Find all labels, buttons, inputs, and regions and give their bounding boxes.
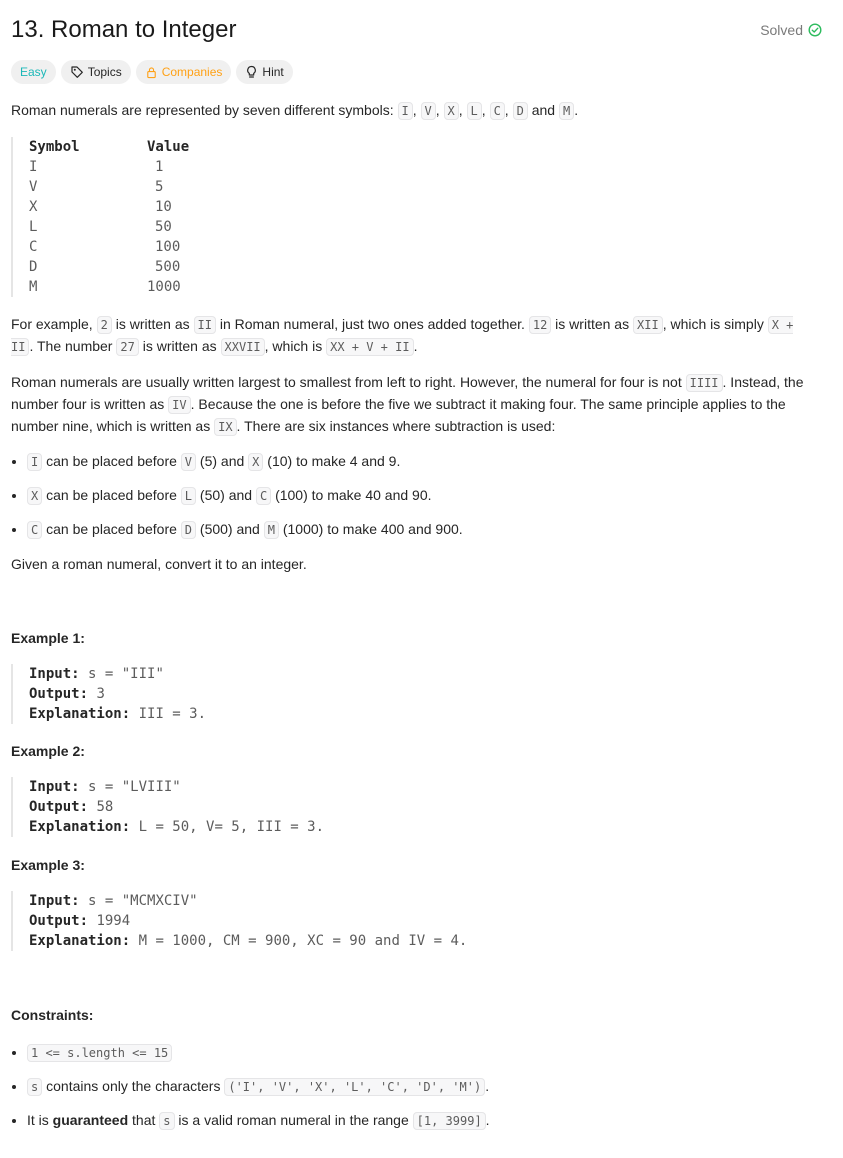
cell-value: 1 [155, 159, 164, 175]
cell-symbol: L [29, 219, 38, 235]
companies-tag-button[interactable] [136, 60, 232, 84]
task-statement [11, 554, 821, 575]
symbol-code: M [559, 102, 574, 120]
output-label: Output: [29, 686, 89, 702]
inline-code: XXVII [221, 338, 265, 356]
list-item [27, 1042, 821, 1064]
inline-code: 27 [116, 338, 138, 356]
solved-status [760, 22, 822, 38]
inline-code: XII [633, 316, 663, 334]
output-value: 58 [96, 799, 114, 815]
symbol-code: V [421, 102, 436, 120]
subtraction-paragraph [11, 372, 821, 438]
inline-code: 2 [97, 316, 112, 334]
hint-tag-button[interactable] [236, 60, 292, 84]
output-label: Output: [29, 913, 89, 929]
example-paragraph [11, 314, 821, 358]
list-item [27, 451, 821, 473]
inline-code: IIII [686, 374, 723, 392]
constraints-heading: Constraints: [11, 1007, 94, 1023]
solved-label: Solved [760, 22, 803, 38]
symbol-code: D [513, 102, 528, 120]
lock-icon [145, 66, 158, 79]
inline-code: ('I', 'V', 'X', 'L', 'C', 'D', 'M') [224, 1078, 485, 1096]
table-row [29, 277, 821, 297]
table-row [29, 237, 821, 257]
symbol-code: C [490, 102, 505, 120]
table-row [29, 217, 821, 237]
topics-label: Topics [87, 65, 122, 79]
cell-value: 10 [155, 199, 172, 215]
text: can be placed before [42, 453, 181, 469]
table-header [29, 137, 821, 157]
inline-code: II [194, 316, 216, 334]
inline-code: V [181, 453, 196, 471]
cell-symbol: V [29, 179, 38, 195]
example-1 [11, 628, 821, 724]
inline-code: X [248, 453, 263, 471]
example-heading: Example 3: [11, 857, 85, 873]
inline-code: s [27, 1078, 42, 1096]
hint-label: Hint [262, 65, 284, 79]
example-block [11, 891, 821, 951]
example-block [11, 664, 821, 724]
inline-code: 1 <= s.length <= 15 [27, 1044, 172, 1062]
cell-symbol: C [29, 239, 38, 255]
text: can be placed before [42, 487, 181, 503]
inline-code: C [27, 521, 42, 539]
list-item [27, 485, 821, 507]
output-value: 1994 [96, 913, 131, 929]
text: (10) to make 4 and 9. [263, 453, 401, 469]
intro-paragraph: Roman numerals are represented by seven different symbols: I , V , X , L , C , D and M . [11, 102, 579, 118]
list-item [27, 519, 821, 541]
explanation-label: Explanation: [29, 819, 131, 835]
inline-code: X [27, 487, 42, 505]
cell-value: 1000 [147, 279, 181, 295]
input-value: s = "LVIII" [88, 779, 181, 795]
tag-bar [11, 60, 293, 84]
symbol-code: I [398, 102, 413, 120]
header-symbol: Symbol [29, 139, 80, 155]
bold-text: guaranteed [52, 1112, 129, 1128]
text: can be placed before [42, 521, 181, 537]
table-row [29, 177, 821, 197]
lightbulb-icon [245, 65, 258, 79]
task-text: Given a roman numeral, convert it to an integer. [11, 556, 307, 572]
example-heading: Example 1: [11, 630, 85, 646]
text: . [485, 1112, 490, 1128]
example-block [11, 777, 821, 837]
cell-symbol: M [29, 279, 38, 295]
inline-code: D [181, 521, 196, 539]
cell-value: 5 [155, 179, 164, 195]
list-item [27, 1110, 821, 1132]
problem-title[interactable]: 13. Roman to Integer [11, 16, 237, 43]
text: (1000) to make 400 and 900. [278, 521, 463, 537]
text: (50) and [196, 487, 256, 503]
example-2 [11, 741, 821, 837]
table-row [29, 257, 821, 277]
output-value: 3 [96, 686, 105, 702]
text: is a valid roman numeral in the range [174, 1112, 413, 1128]
text: is written as [138, 338, 221, 354]
header-value: Value [147, 139, 190, 155]
inline-code: s [159, 1112, 174, 1130]
text: . [413, 338, 418, 354]
text: For example, [11, 316, 97, 332]
text: that [128, 1112, 160, 1128]
input-label: Input: [29, 893, 80, 909]
tag-icon [70, 65, 84, 79]
inline-code: 12 [529, 316, 551, 334]
text: It is [27, 1112, 53, 1128]
example-3 [11, 855, 821, 951]
text: . [485, 1078, 490, 1094]
text: , which is [264, 338, 327, 354]
text: (500) and [196, 521, 264, 537]
text: . Instead, the number four is written as [11, 374, 804, 412]
text: . There are six instances where subtraction is used: [236, 418, 556, 434]
cell-symbol: D [29, 259, 38, 275]
constraints [11, 1005, 821, 1144]
input-value: s = "III" [88, 666, 164, 682]
text: is written as [111, 316, 194, 332]
input-label: Input: [29, 666, 80, 682]
text: Roman numerals are usually written largest to smallest from left to right. However, the numeral for four is not [11, 374, 686, 390]
symbol-table [11, 137, 821, 297]
difficulty-badge: Easy [11, 60, 56, 84]
inline-code: IV [168, 396, 190, 414]
explanation-value: L = 50, V= 5, III = 3. [138, 819, 325, 835]
input-label: Input: [29, 779, 80, 795]
example-heading: Example 2: [11, 743, 85, 759]
cell-symbol: I [29, 159, 38, 175]
cell-symbol: X [29, 199, 38, 215]
table-row [29, 157, 821, 177]
text: in Roman numeral, just two ones added together. [215, 316, 529, 332]
text: (5) and [196, 453, 249, 469]
intro-text: Roman numerals are represented by seven different symbols: [11, 102, 398, 118]
table-row [29, 197, 821, 217]
cell-value: 500 [155, 259, 181, 275]
topics-tag-button[interactable] [61, 60, 131, 84]
text: . Because the one is before the five we subtract it making four. The same principle applies to the number nine, which is written as [11, 396, 786, 434]
explanation-label: Explanation: [29, 706, 131, 722]
inline-code: X + II [11, 318, 794, 354]
inline-code: I [27, 453, 42, 471]
inline-code: L [181, 487, 196, 505]
text: (100) to make 40 and 90. [271, 487, 432, 503]
text: is written as [551, 316, 633, 332]
text: . The number [29, 338, 117, 354]
rules-list [11, 451, 821, 553]
cell-value: 50 [155, 219, 172, 235]
inline-code: [1, 3999] [413, 1112, 486, 1130]
explanation-value: III = 3. [138, 706, 207, 722]
companies-label: Companies [161, 65, 223, 79]
text: contains only the characters [42, 1078, 225, 1094]
inline-code: XX + V + II [326, 338, 413, 356]
title-row [11, 14, 822, 46]
explanation-value: M = 1000, CM = 900, XC = 90 and IV = 4. [138, 933, 468, 949]
inline-code: M [264, 521, 279, 539]
list-item [27, 1076, 821, 1098]
symbol-code: L [467, 102, 482, 120]
cell-value: 100 [155, 239, 181, 255]
symbol-code: X [444, 102, 459, 120]
output-label: Output: [29, 799, 89, 815]
inline-code: IX [214, 418, 236, 436]
input-value: s = "MCMXCIV" [88, 893, 198, 909]
check-circle-icon [808, 23, 822, 37]
text: , which is simply [662, 316, 768, 332]
intro-and: and [531, 102, 556, 118]
inline-code: C [256, 487, 271, 505]
explanation-label: Explanation: [29, 933, 131, 949]
